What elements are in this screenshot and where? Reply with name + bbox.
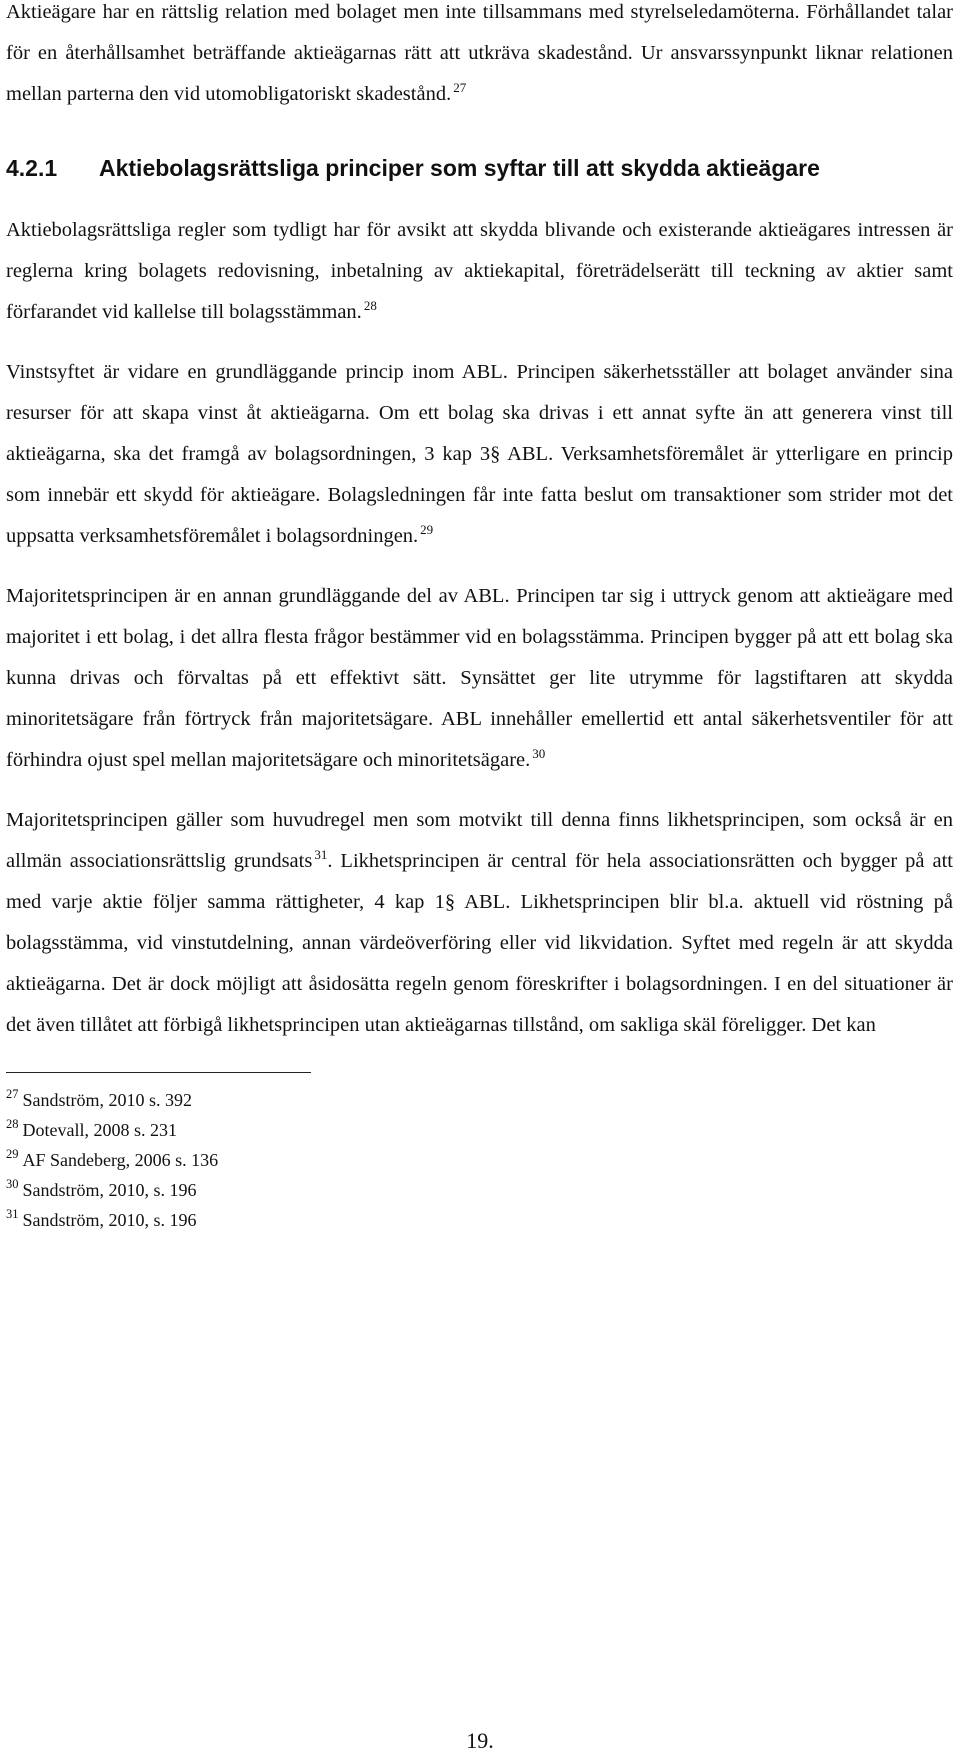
- footnote-number: 27: [6, 1087, 19, 1101]
- footnote-number: 31: [6, 1207, 19, 1221]
- body-paragraph: Aktiebolagsrättsliga regler som tydligt har för avsikt att skydda blivande och existerande aktieägares intressen är reglerna kring bolagets redovisning, inbetalning av aktiekapital, företrädelserätt till teckning av aktier samt förfarandet vid kallelse till bolagsstämman. $^{28}$: [6, 219, 953, 323]
- footnote-ref[interactable]: 29: [420, 522, 434, 537]
- body-paragraph: Majoritetsprincipen är en annan grundläggande del av ABL. Principen tar sig i uttryck genom att aktieägare med majoritet i ett bolag, i det allra flesta frågor bestämmer vid en bolagsstämma. Principen bygger på att ett bolag ska kunna drivas och förvaltas på ett effektivt sätt. Synsättet ger lite utrymme för lagstiftaren att skydda minoritetsägare från förtryck från majoritetsägare. ABL innehåller emellertid ett antal säkerhetsventiler för att förhindra ojust spel mellan majoritetsägare och minoritetsägare. $^{30}$: [6, 585, 953, 771]
- footnote-number: 30: [6, 1177, 19, 1191]
- footnote-ref[interactable]: 27: [453, 80, 467, 95]
- footnote-ref[interactable]: 31: [314, 847, 328, 862]
- section-heading: [6, 145, 953, 191]
- body-paragraph: Vinstsyftet är vidare en grundläggande princip inom ABL. Principen säkerhetsställer att bolaget använder sina resurser för att skapa vinst åt aktieägarna. Om ett bolag ska drivas i ett annat syfte än att generera vinst till aktieägarna, ska det framgå av bolagsordningen, 3 kap 3§ ABL. Verksamhetsföremålet är ytterligare en princip som innebär ett skydd för aktieägare. Bolagsledningen får inte fatta beslut om transaktioner som strider mot det uppsatta verksamhetsföremålet i bolagsordningen. $^{29}$: [6, 361, 953, 547]
- footnote-number: 29: [6, 1147, 19, 1161]
- footnote: [6, 1115, 953, 1145]
- footnote-divider: [6, 1072, 311, 1073]
- footnote-number: 28: [6, 1117, 19, 1131]
- footnote-text: Sandström, 2010, s. 196: [22, 1210, 197, 1230]
- footnote: [6, 1205, 953, 1235]
- footnote-text: AF Sandeberg, 2006 s. 136: [22, 1150, 219, 1170]
- page-number: 19.: [466, 1728, 494, 1753]
- intro-paragraph: Aktieägare har en rättslig relation med bolaget men inte tillsammans med styrelseledamöterna. Förhållandet talar för en återhållsamhet beträffande aktieägarnas rätt att utkräva skadestånd. Ur ansvarssynpunkt liknar relationen mellan parterna den vid utomobligatoriskt skadestånd. $^{27}$: [6, 1, 953, 105]
- footnote-text: Sandström, 2010, s. 196: [22, 1180, 197, 1200]
- section-title: Aktiebolagsrättsliga principer som syftar till att skydda aktieägare: [99, 155, 820, 181]
- footnote-text: Sandström, 2010 s. 392: [22, 1090, 193, 1110]
- footnote-ref[interactable]: 28: [363, 298, 377, 313]
- footnote: [6, 1085, 953, 1115]
- section-number: 4.2.1: [6, 155, 58, 181]
- footnote-ref[interactable]: 30: [532, 746, 546, 761]
- footnote: [6, 1145, 953, 1175]
- footnote: [6, 1175, 953, 1205]
- footnotes-list: [6, 1085, 953, 1235]
- footnote-text: Dotevall, 2008 s. 231: [22, 1120, 177, 1140]
- document-page: [6, 0, 953, 1235]
- body-paragraph: Majoritetsprincipen gäller som huvudregel men som motvikt till denna finns likhetsprincipen, som också är en allmän associationsrättslig grundsats $^{31}$. Likhetsprincipen är central för hela associationsrätten och bygger på att med varje aktie följer samma rättigheter, 4 kap 1§ ABL. Likhetsprincipen blir bl.a. aktuell vid röstning på bolagsstämma, vid vinstutdelning, annan värdeöverföring eller vid likvidation. Syftet med regeln är att skydda aktieägarna. Det är dock möjligt att åsidosätta regeln genom föreskrifter i bolagsordningen. I en del situationer är det även tillåtet att förbigå likhetsprincipen utan aktieägarnas tillstånd, om sakliga skäl föreligger. Det kan: [6, 809, 953, 1036]
